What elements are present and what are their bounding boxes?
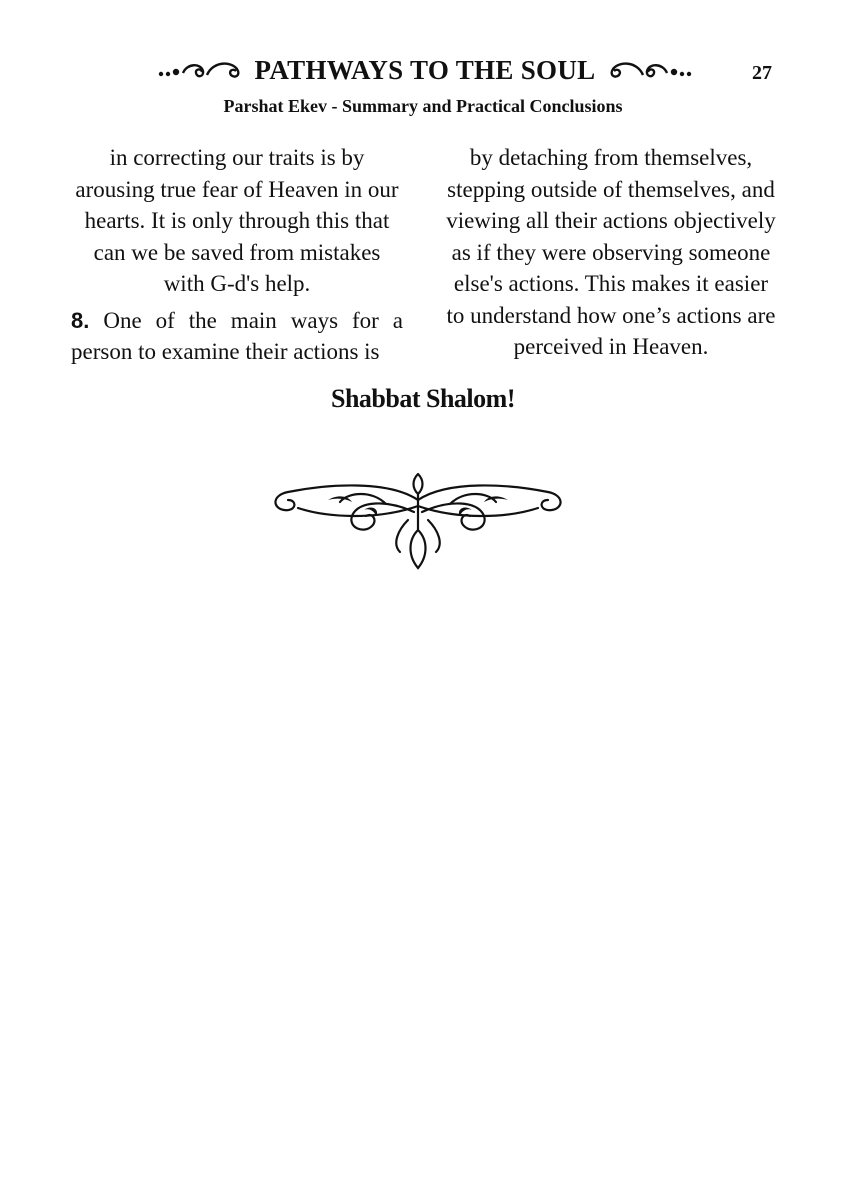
closing-greeting: Shabbat Shalom! [331, 384, 515, 413]
page-header [0, 50, 846, 90]
paragraph: in correcting our traits is by arousing true fear of Heaven in our hearts. It is only through this that can we be saved from mistakes with G-d's help. [75, 145, 399, 296]
paragraph-number: 8. [71, 307, 90, 333]
paragraph: by detaching from themselves, stepping outside of themselves, and viewing all their actions objectively as if they were observing someone else's actions. This makes it easier to understand how one’s actions are perceived in Heaven. [446, 145, 776, 359]
page-number: 27 [752, 62, 772, 84]
running-title: PATHWAYS TO THE SOUL [254, 54, 596, 85]
flourish-left-icon [157, 57, 247, 83]
page-subtitle: Parshat Ekev - Summary and Practical Conclusions [223, 96, 623, 116]
left-column [71, 142, 403, 368]
paragraph-text: One of the main ways for a person to examine their actions is [71, 307, 403, 364]
flourish-right-icon [603, 57, 693, 83]
title-row [130, 50, 720, 90]
flourish-divider-icon [268, 470, 568, 579]
numbered-paragraph [71, 305, 403, 368]
right-column [445, 142, 777, 363]
